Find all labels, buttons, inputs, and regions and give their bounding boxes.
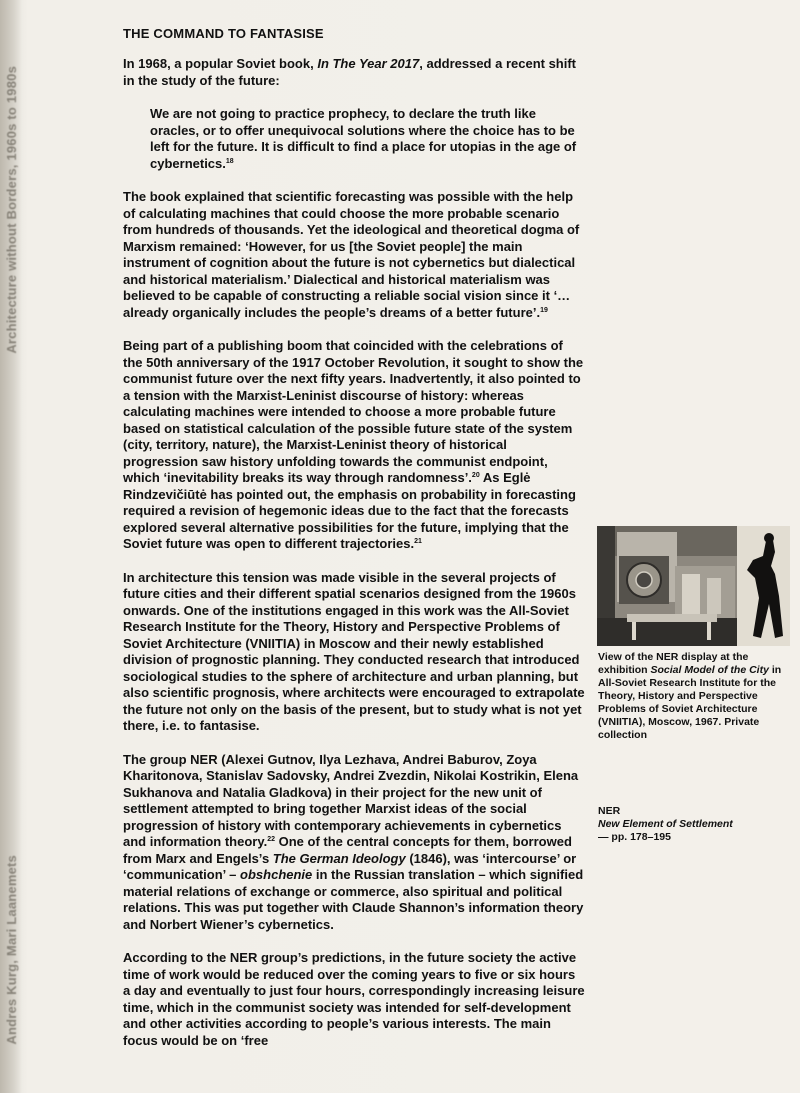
block-quote — [150, 106, 585, 172]
caption-exhibition-title: Social Model of the City — [650, 664, 769, 676]
photo-caption-text — [598, 651, 783, 742]
footnote-marker-22: 22 — [267, 836, 276, 843]
paragraph-3 — [123, 338, 585, 553]
running-header-top — [2, 20, 20, 400]
paragraph-5-part-2: One of the central concepts for them, borrowed from Marx and Engels’s — [123, 834, 572, 866]
footnote-marker-18: 18 — [225, 157, 234, 165]
paragraph-5-part-3: (1846), was ‘intercourse’ or ‘communication’ – — [123, 850, 577, 882]
paragraph-2-text: The book explained that scientific forecasting was possible with the help of calculating machines that could choose the more probable scenario from hundreds of thousands. Yet the ideological and theoretical dogma of Marxism remained: ‘However, for us [the Soviet people] the main instrument of cognition about the future is not cybernetics but dialectical and historical materialism.’ Dialectical and historical materialism was believed to be capable of constructing a reliable social vision since it ‘… already organically includes the people’s dreams of a better future’. — [123, 189, 580, 320]
running-header-book-title: Architecture without Borders, 1960s to 1980s — [3, 66, 19, 354]
running-header-bottom — [2, 820, 20, 1080]
paragraph-1-after: , addressed a recent shift in the study of the future: — [123, 56, 577, 88]
paragraph-3-part-1: Being part of a publishing boom that coincided with the celebrations of the 50th anniversary of the 1917 October Revolution, it sought to show the communist future over the next fifty years. Inadvertently, it also pointed to a tension with the Marxist-Leninist discourse of history: whereas calculating machines were intended to choose a more probable future based on statistical calculation of the possible future state of the system (city, territory, nature), the Marxist-Leninist theory of historical progression saw history unfolding towards the communist endpoint, which ‘inevitability breaks its way through randomness’. — [123, 338, 584, 485]
caption-part-2: in All-Soviet Research Institute for the Theory, History and Perspective Problems of Soviet Architecture (VNIITIA), Moscow, 1967. Private collection — [598, 664, 782, 741]
cross-reference-title — [598, 818, 783, 831]
book-title-german-ideology: The German Ideology — [272, 850, 406, 866]
running-header-authors: Andres Kurg, Mari Laanemets — [3, 855, 19, 1045]
paragraph-4 — [123, 570, 585, 735]
paragraph-3-part-2: As Eglė Rindzevičiūtė has pointed out, the emphasis on probability in forecasting required a revision of hegemonic ideas due to the fact that the forecasts explored several alternative possibilities for the future, implying that the Soviet future was open to different trajectories. — [123, 470, 576, 551]
cross-reference-pages: — pp. 178–195 — [598, 831, 671, 843]
page-spine-edge — [0, 0, 22, 1093]
footnote-marker-21: 21 — [414, 538, 422, 545]
exhibition-photo-drawing — [597, 526, 790, 646]
photo-caption — [598, 651, 783, 742]
paragraph-6 — [123, 950, 585, 1049]
section-title: THE COMMAND TO FANTASISE — [123, 26, 324, 41]
cross-reference-title-text: New Element of Settlement — [598, 818, 733, 830]
paragraph-6-text: According to the NER group’s predictions, in the future society the active time of work would be reduced over the coming years to five or six hours a day and eventually to just four hours, correspondingly increasing leisure time, which in the communist society was intended for self-development and other activities according to people’s various interests. The main focus would be on ‘free — [123, 950, 585, 1048]
paragraph-5-part-4: in the Russian translation – which signified material relations of exchange or commerce, also spiritual and political relations. This was put together with Claude Shannon’s information theory and Norbert Wiener’s cybernetics. — [123, 867, 584, 932]
term-obshchenie: obshchenie — [240, 867, 313, 882]
cross-reference-label: NER — [598, 805, 621, 817]
book-title-in-the-year-2017: In The Year 2017 — [317, 56, 420, 71]
caption-part-1: View of the NER display at the exhibition — [598, 651, 749, 676]
footnote-marker-19: 19 — [540, 306, 548, 314]
paragraph-2 — [123, 189, 585, 321]
main-text-column — [123, 56, 585, 1066]
paragraph-1-before: In 1968, a popular Soviet book, — [123, 56, 318, 71]
exhibition-photo — [597, 526, 790, 646]
cross-reference — [598, 805, 783, 844]
footnote-marker-20: 20 — [471, 472, 480, 479]
block-quote-text: We are not going to practice prophecy, to declare the truth like oracles, or to offer unequivocal solutions where the choice has to be left for the future. It is difficult to find a place for utopias in the age of cybernetics. — [150, 106, 577, 171]
paragraph-5 — [123, 752, 585, 934]
paragraph-4-text: In architecture this tension was made visible in the several projects of future cities and their different spatial scenarios designed from the 1960s onwards. One of the institutions engaged in this work was the All-Soviet Research Institute for the Theory, History and Perspective Problems of Soviet Architecture (VNIITIA) in Moscow and their newly established division of prognostic planning. They conducted research that introduced sociological studies to the sphere of architecture and urban planning, but also scientific prognosis, where architects were encouraged to extrapolate the future not only on the basis of the present, but to study what is not yet there, i.e. to fantasise. — [123, 569, 585, 733]
paragraph-1 — [123, 56, 585, 89]
paragraph-5-part-1: The group NER (Alexei Gutnov, Ilya Lezhava, Andrei Baburov, Zoya Kharitonova, Stanislav Sadovsky, Andrei Zvezdin, Nikolai Kostrikin, Elena Sukhanova and Natalia Gladkova) in their project for the new unit of settlement attempted to bring together Marxist ideas of the social progression of history with contemporary achievements in cybernetics and information theory. — [123, 751, 579, 849]
